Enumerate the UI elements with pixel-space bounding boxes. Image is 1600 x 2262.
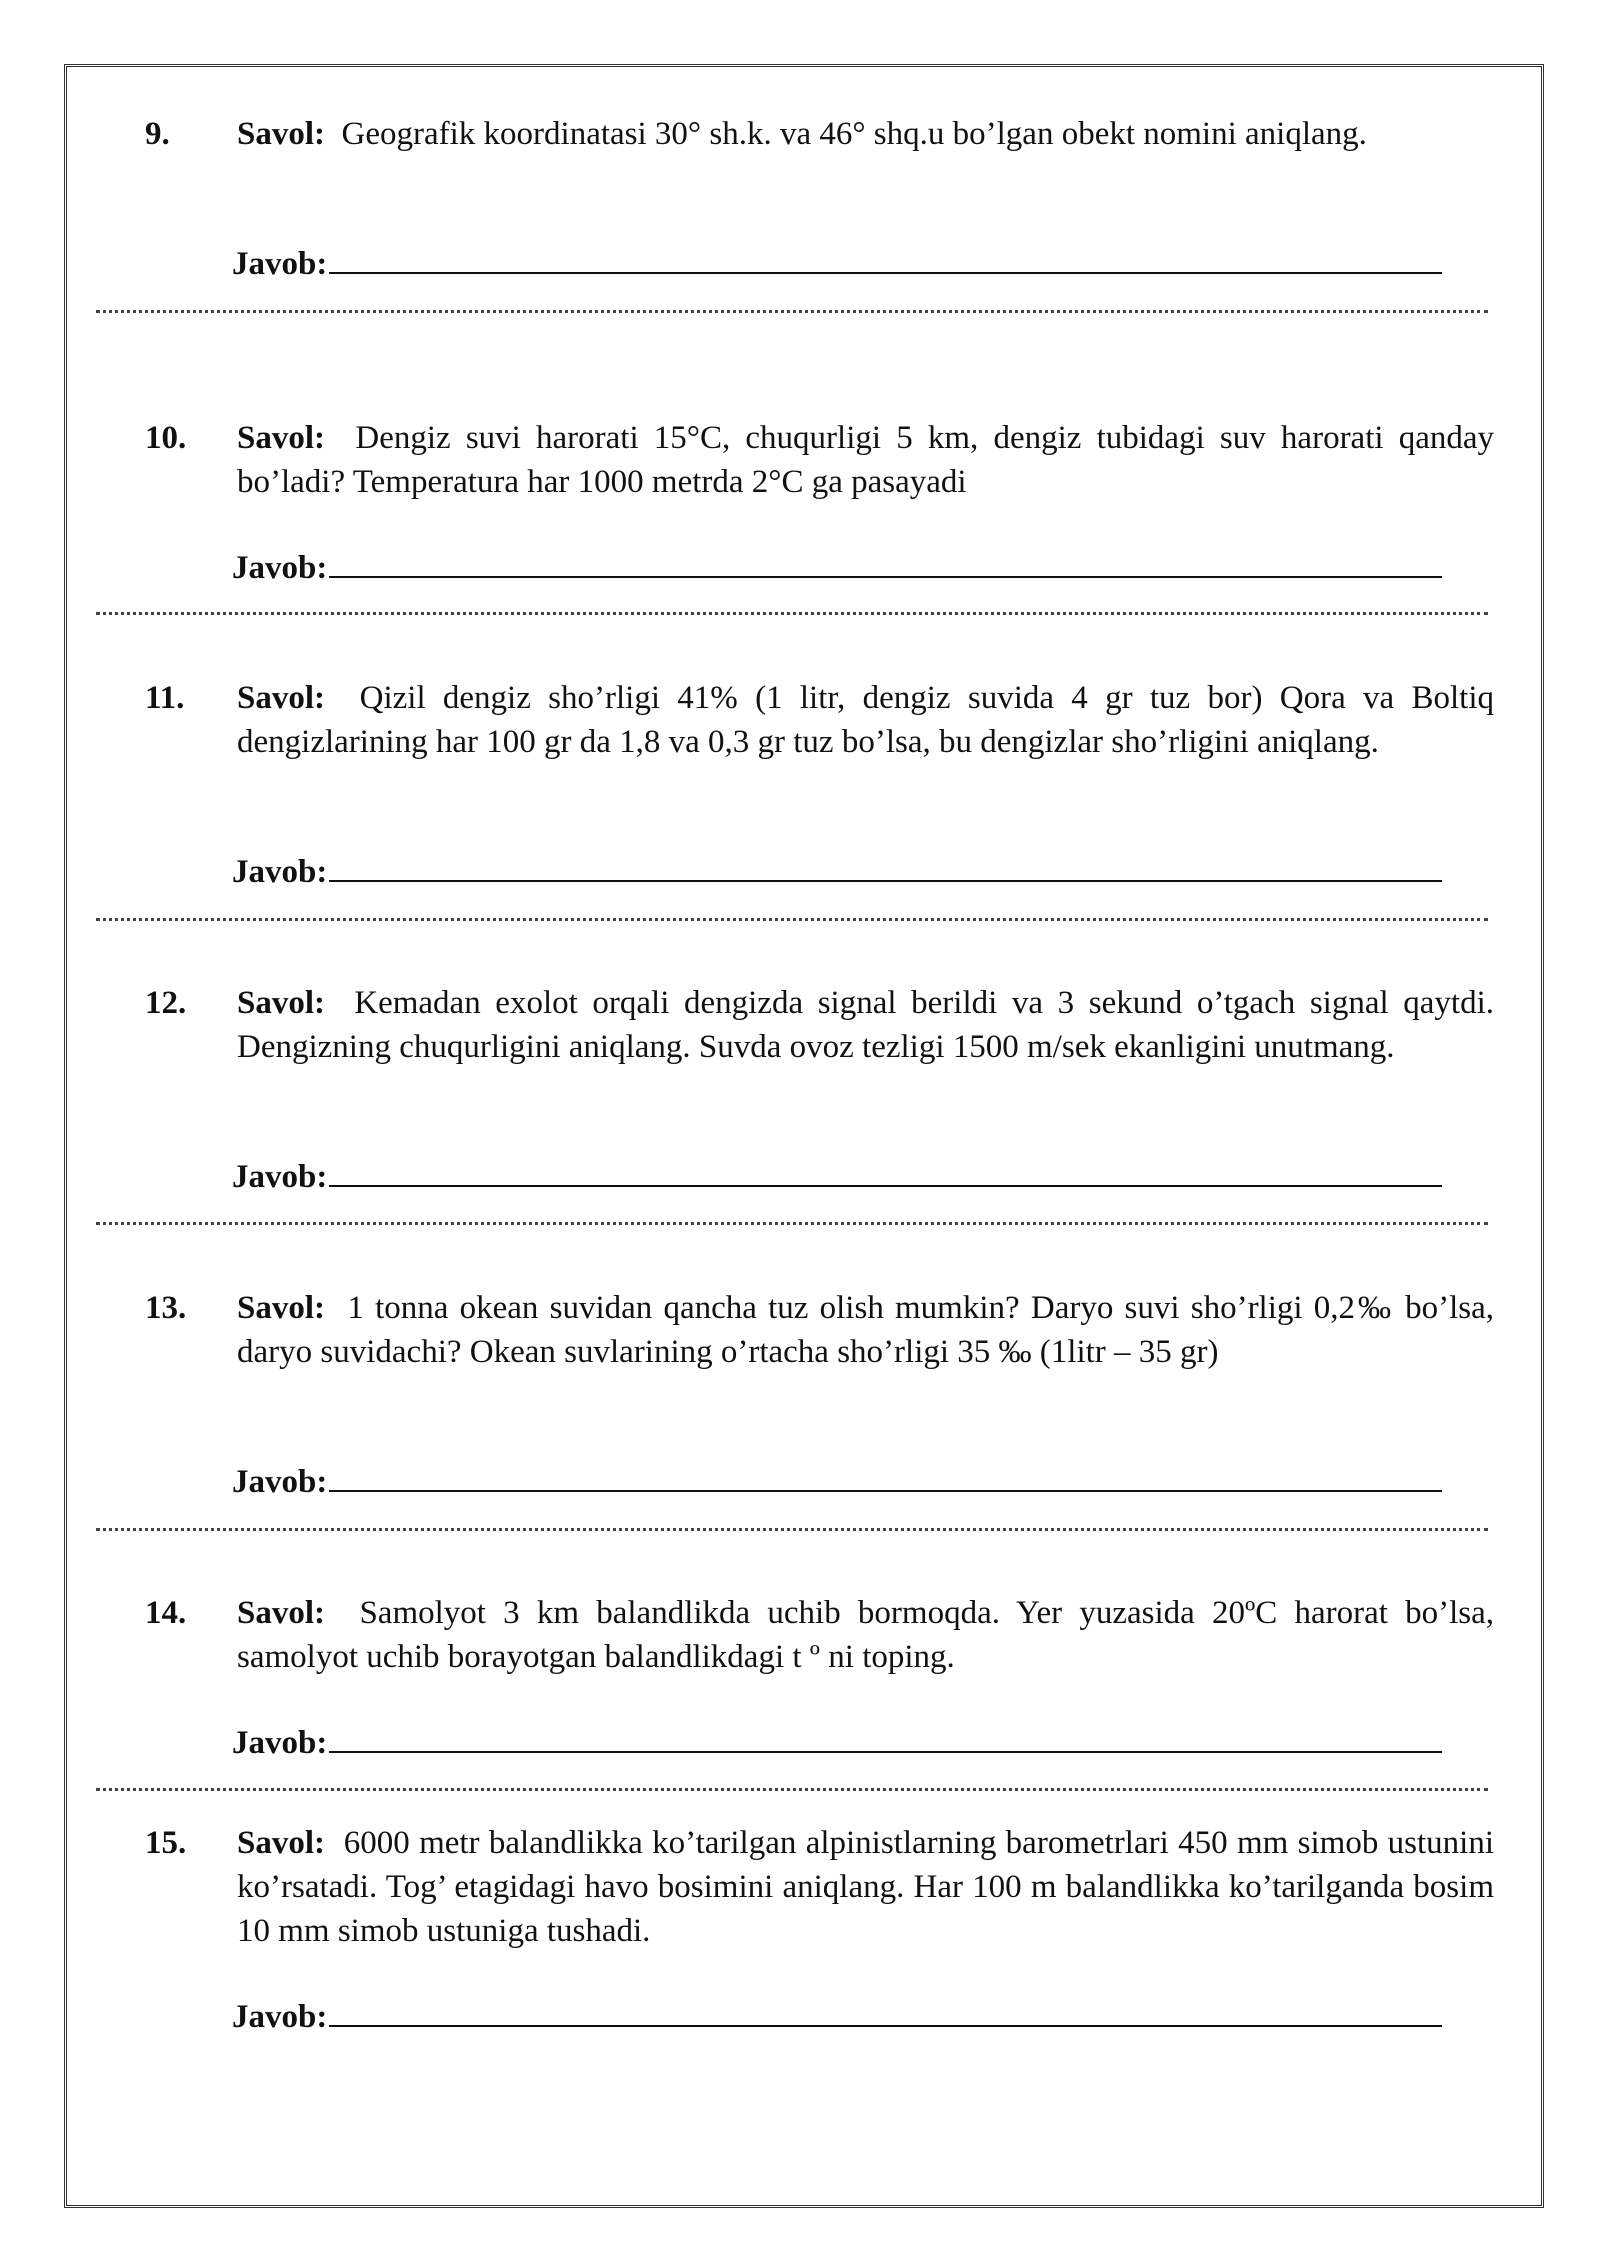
question-label: Savol: — [237, 116, 326, 152]
question-label: Savol: — [237, 1290, 326, 1326]
answer-label: Javob: — [232, 1725, 328, 1761]
separator-dots — [96, 310, 1488, 313]
answer-label: Javob: — [232, 1999, 328, 2035]
question-body: 6000 metr balandlikka ko’tarilgan alpinistlarning barometrlari 450 mm simob ustunini ko’rsatadi. Tog’ etagidagi havo bosimini aniqlang. Har 100 m balandlikka ko’tarilganda bosim 10 mm simob ustuniga tushadi. — [237, 1825, 1495, 1949]
answer-14[interactable] — [232, 1721, 1442, 1765]
question-label: Savol: — [237, 1825, 326, 1861]
question-number: 13. — [145, 1290, 187, 1326]
question-body: Dengiz suvi harorati 15°C, chuqurligi 5 km, dengiz tubidagi suv harorati qanday bo’ladi? Temperatura har 1000 metrda 2°C ga pasayadi — [237, 420, 1495, 500]
question-body: Samolyot 3 km balandlikda uchib bormoqda. Yer yuzasida 20ºC harorat bo’lsa, samolyot uchib borayotgan balandlikdagi t º ni toping. — [237, 1595, 1494, 1675]
question-body: Qizil dengiz sho’rligi 41% (1 litr, dengiz suvida 4 gr tuz bor) Qora va Boltiq dengizlarining har 100 gr da 1,8 va 0,3 gr tuz bo’lsa, bu dengizlar sho’rligini aniqlang. — [237, 680, 1495, 760]
question-text — [237, 981, 1494, 1069]
question-number: 12. — [145, 985, 187, 1021]
question-label: Savol: — [237, 680, 326, 716]
question-number: 14. — [145, 1595, 187, 1631]
answer-line[interactable] — [329, 1460, 1442, 1492]
answer-13[interactable] — [232, 1460, 1442, 1504]
answer-line[interactable] — [329, 546, 1442, 578]
question-label: Savol: — [237, 420, 326, 456]
answer-15[interactable] — [232, 1995, 1442, 2039]
question-body: Geografik koordinatasi 30° sh.k. va 46° shq.u bo’lgan obekt nomini aniqlang. — [341, 116, 1367, 152]
answer-label: Javob: — [232, 550, 328, 586]
answer-label: Javob: — [232, 246, 328, 282]
separator-dots — [96, 1222, 1488, 1225]
answer-label: Javob: — [232, 1464, 328, 1500]
answer-9[interactable] — [232, 242, 1442, 286]
question-number: 9. — [145, 116, 170, 152]
answer-line[interactable] — [329, 850, 1442, 882]
question-number: 10. — [145, 420, 187, 456]
question-text — [237, 1286, 1494, 1374]
question-label: Savol: — [237, 1595, 326, 1631]
answer-line[interactable] — [329, 1995, 1442, 2027]
answer-label: Javob: — [232, 854, 328, 890]
answer-line[interactable] — [329, 242, 1442, 274]
answer-line[interactable] — [329, 1155, 1442, 1187]
question-label: Savol: — [237, 985, 326, 1021]
question-text — [237, 676, 1494, 764]
question-text — [237, 112, 1494, 156]
answer-11[interactable] — [232, 850, 1442, 894]
answer-10[interactable] — [232, 546, 1442, 590]
separator-dots — [96, 1788, 1488, 1791]
separator-dots — [96, 1528, 1488, 1531]
answer-line[interactable] — [329, 1721, 1442, 1753]
answer-label: Javob: — [232, 1159, 328, 1195]
question-number: 11. — [145, 680, 185, 716]
separator-dots — [96, 612, 1488, 615]
question-text — [237, 1591, 1494, 1679]
question-number: 15. — [145, 1825, 187, 1861]
question-body: Kemadan exolot orqali dengizda signal berildi va 3 sekund o’tgach signal qaytdi. Dengizning chuqurligini aniqlang. Suvda ovoz tezligi 1500 m/sek ekanligini unutmang. — [237, 985, 1495, 1065]
answer-12[interactable] — [232, 1155, 1442, 1199]
separator-dots — [96, 918, 1488, 921]
question-body: 1 tonna okean suvidan qancha tuz olish mumkin? Daryo suvi sho’rligi 0,2‰ bo’lsa, daryo suvidachi? Okean suvlarining o’rtacha sho’rligi 35 ‰ (1litr – 35 gr) — [237, 1290, 1495, 1370]
question-text — [237, 416, 1494, 504]
question-text — [237, 1821, 1494, 1953]
